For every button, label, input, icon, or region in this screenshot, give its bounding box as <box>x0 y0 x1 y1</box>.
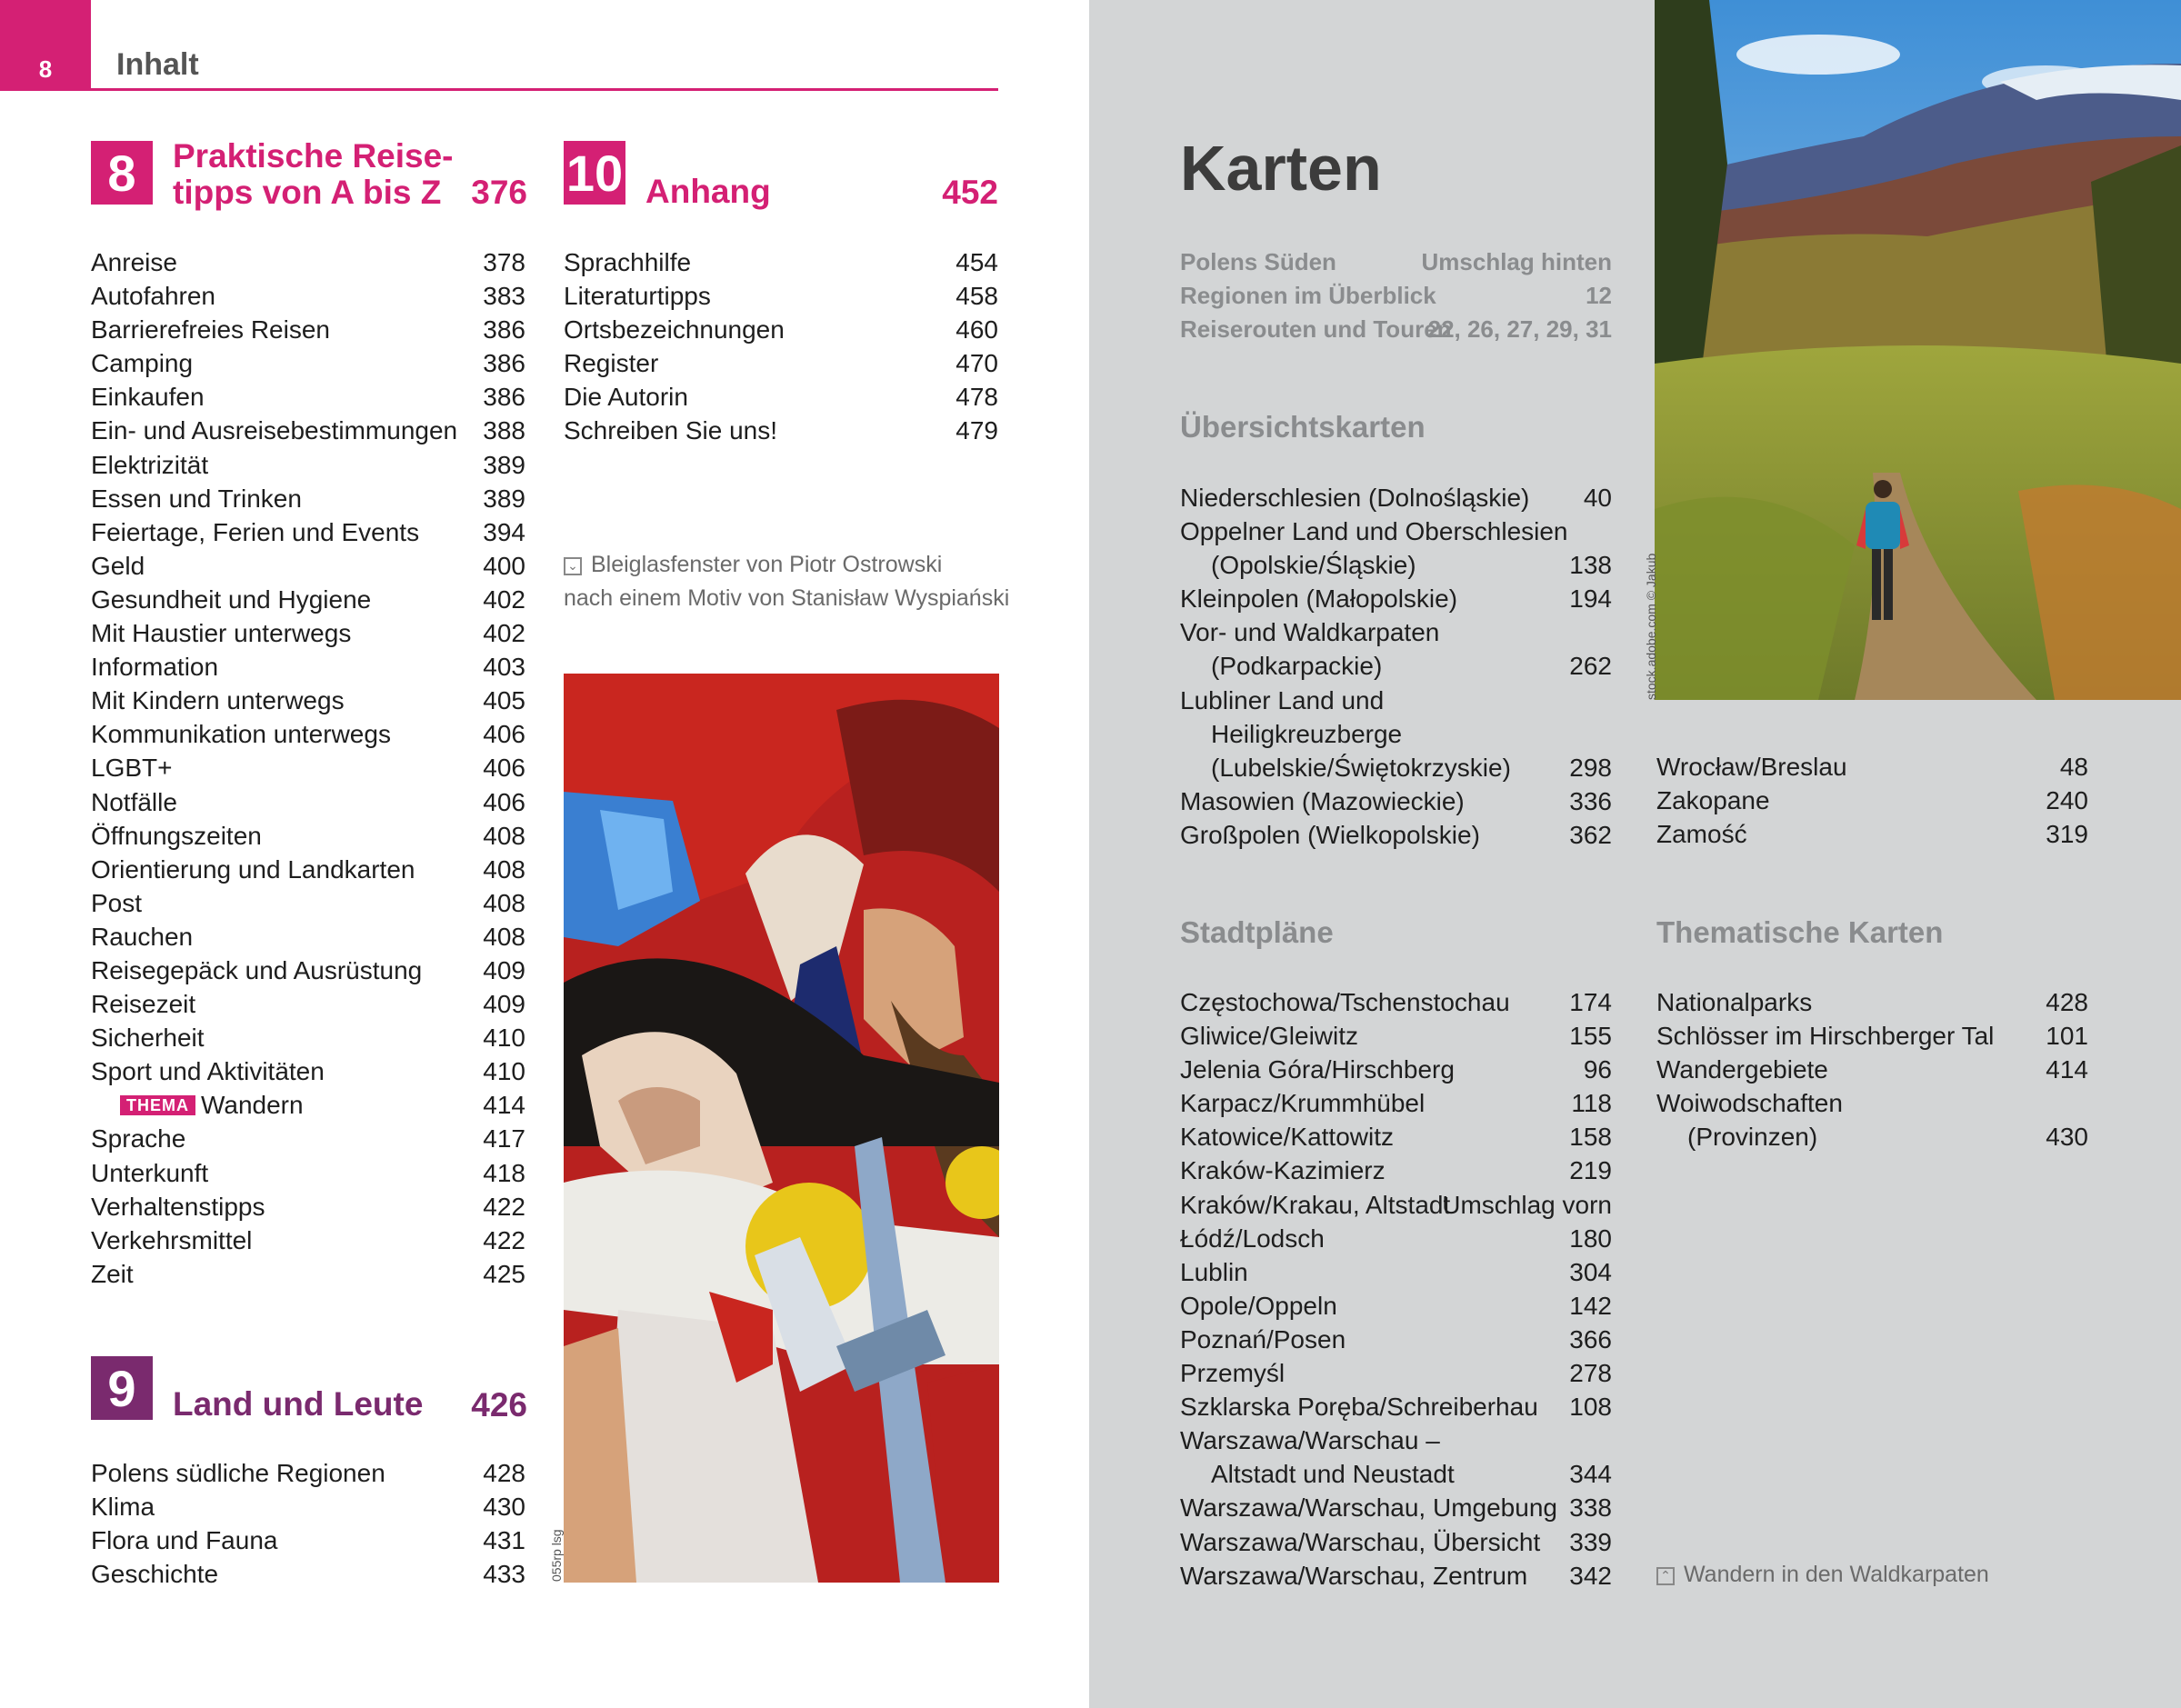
toc-entry-page: 408 <box>483 888 525 917</box>
chapter-9-page: 426 <box>471 1386 527 1423</box>
toc-entry <box>91 515 525 549</box>
toc-entry <box>91 414 525 447</box>
toc-entry <box>1656 784 2088 817</box>
toc-entry-page: 319 <box>2046 820 2088 849</box>
toc-entry <box>91 1523 525 1557</box>
toc-entry-page: 389 <box>483 450 525 479</box>
toc-entry-label: Kleinpolen (Małopolskie) <box>1180 584 1458 614</box>
toc-entry-page: 336 <box>1569 786 1612 815</box>
toc-entry-label: Polens südliche Regionen <box>91 1459 385 1487</box>
toc-entry-label: Verhaltenstipps <box>91 1192 265 1221</box>
toc-entry-label: (Podkarpackie) <box>1211 652 1383 681</box>
toc-entry-page: 262 <box>1569 652 1612 681</box>
toc-entry-label: Nationalparks <box>1656 988 1813 1016</box>
toc-entry <box>91 448 525 482</box>
toc-entry-label: Geld <box>91 551 145 580</box>
toc-entry-page: 410 <box>483 1024 525 1053</box>
toc-entry <box>91 380 525 414</box>
toc-entry-label: Gliwice/Gleiwitz <box>1180 1022 1359 1051</box>
toc-entry-page: 383 <box>483 282 525 311</box>
toc-entry-label: Sicherheit <box>91 1024 205 1053</box>
toc-entry-page: 430 <box>2046 1123 2088 1152</box>
toc-entry <box>1656 817 2088 851</box>
toc-entry-label: Großpolen (Wielkopolskie) <box>1180 820 1480 849</box>
toc-entry <box>1180 514 1612 548</box>
toc-entry-label: Literaturtipps <box>564 282 711 311</box>
toc-entry-label: Sprachhilfe <box>564 248 692 276</box>
toc-entry <box>1656 1053 2088 1086</box>
toc-entry-page: 339 <box>1569 1527 1612 1556</box>
toc-entry <box>1180 1086 1612 1120</box>
toc-entry-label: Reisegepäck und Ausrüstung <box>91 955 423 984</box>
toc-entry-page: 403 <box>483 653 525 682</box>
toc-entry <box>91 751 525 784</box>
toc-entry-label: Lublin <box>1180 1257 1248 1286</box>
toc-entry-label: Kommunikation unterwegs <box>91 720 391 749</box>
toc-entry <box>91 785 525 819</box>
toc-entry-label: Post <box>91 888 143 917</box>
toc-entry-page: 408 <box>483 821 525 850</box>
toc-entry <box>1180 548 1612 582</box>
toc-entry <box>91 616 525 650</box>
toc-entry-label: Klima <box>91 1493 155 1522</box>
toc-entry-page: 406 <box>483 787 525 816</box>
toc-entry-page: Umschlag hinten <box>1421 248 1612 275</box>
toc-entry-label: Barrierefreies Reisen <box>91 315 330 345</box>
toc-entry-page: 430 <box>483 1493 525 1522</box>
toc-entry-label: Autofahren <box>91 282 215 311</box>
toc-entry <box>1180 717 1612 751</box>
toc-entry <box>1180 1423 1612 1457</box>
toc-entry-label: Kraków/Krakau, Altstadt <box>1180 1190 1451 1219</box>
chapter-8-title <box>173 138 454 211</box>
hiking-caption <box>1656 1558 1989 1592</box>
toc-entry-page: 138 <box>1569 551 1612 580</box>
toc-entry <box>564 313 998 346</box>
toc-entry-label: Öffnungszeiten <box>91 821 262 850</box>
toc-entry-label: Heiligkreuzberge <box>1211 719 1403 748</box>
uebersicht-heading: Übersichtskarten <box>1180 410 1426 444</box>
toc-entry <box>91 549 525 583</box>
chapter-8-entries <box>91 245 525 1291</box>
toc-entry-label: Schlösser im Hirschberger Tal <box>1656 1022 1995 1051</box>
toc-entry <box>1180 1019 1612 1053</box>
toc-entry-page: 428 <box>483 1459 525 1487</box>
toc-entry <box>1180 751 1612 784</box>
toc-entry-label: Zakopane <box>1656 786 1770 815</box>
stadtplaene-heading: Stadtpläne <box>1180 915 1334 949</box>
toc-entry-page: 40 <box>1583 484 1612 512</box>
toc-entry-label: Die Autorin <box>564 383 688 412</box>
stadtplaene-list <box>1180 985 1612 1593</box>
toc-entry <box>1180 1154 1612 1187</box>
toc-entry <box>564 245 998 279</box>
toc-entry <box>91 954 525 987</box>
toc-entry <box>1180 784 1612 818</box>
toc-entry-page: 194 <box>1569 584 1612 614</box>
toc-entry-label: Warszawa/Warschau, Umgebung <box>1180 1493 1557 1523</box>
toc-entry <box>91 1156 525 1190</box>
toc-entry <box>1180 1053 1612 1086</box>
toc-entry <box>1180 1525 1612 1559</box>
toc-entry <box>1180 649 1612 683</box>
toc-entry-page: Umschlag vorn <box>1442 1190 1612 1219</box>
toc-entry-page: 433 <box>483 1560 525 1589</box>
toc-entry <box>91 1257 525 1291</box>
chapter-8-number: 8 <box>91 141 153 205</box>
toc-entry-label: Information <box>91 653 219 682</box>
toc-entry-page: 405 <box>483 686 525 715</box>
toc-entry-label: Reiserouten und Touren <box>1180 315 1452 344</box>
thematische-list <box>1656 985 2088 1154</box>
toc-entry-label: Notfälle <box>91 787 177 816</box>
toc-entry-label: Lubliner Land und <box>1180 685 1385 714</box>
toc-entry-page: 431 <box>483 1526 525 1555</box>
toc-entry-page: 460 <box>955 315 998 345</box>
toc-entry-page: 278 <box>1569 1359 1612 1388</box>
toc-entry <box>1180 985 1612 1019</box>
toc-entry <box>1180 1390 1612 1423</box>
toc-entry-page: 108 <box>1569 1393 1612 1422</box>
toc-entry <box>1180 1255 1612 1289</box>
toc-entry-label: Rauchen <box>91 922 194 951</box>
toc-entry-page: 418 <box>483 1158 525 1187</box>
toc-entry-label: Mit Haustier unterwegs <box>91 619 352 648</box>
toc-entry <box>1180 582 1612 615</box>
toc-entry <box>91 1490 525 1523</box>
toc-entry-page: 417 <box>483 1124 525 1154</box>
toc-entry-page: 378 <box>483 248 525 276</box>
page-number-tab <box>0 0 91 91</box>
toc-entry-label: Essen und Trinken <box>91 484 302 513</box>
toc-entry <box>91 1054 525 1088</box>
karten-title: Karten <box>1180 133 1382 204</box>
toc-entry-page: 96 <box>1583 1055 1612 1084</box>
toc-entry <box>91 1190 525 1224</box>
chapter-10-title: Anhang <box>645 173 771 210</box>
toc-entry-label: Vor- und Waldkarpaten <box>1180 618 1440 647</box>
toc-entry <box>91 1456 525 1490</box>
toc-entry-label: Mit Kindern unterwegs <box>91 686 345 715</box>
toc-entry <box>1180 818 1612 852</box>
toc-entry-page: 386 <box>483 315 525 345</box>
toc-entry-page: 158 <box>1569 1123 1612 1152</box>
chapter-10-page: 452 <box>942 174 998 211</box>
toc-entry-label: (Provinzen) <box>1687 1123 1818 1152</box>
toc-entry-label: LGBT+ <box>91 754 173 783</box>
toc-entry-label: Zamość <box>1656 820 1747 849</box>
toc-entry-label: Niederschlesien (Dolnośląskie) <box>1180 484 1530 512</box>
stained-glass-illustration <box>564 674 999 1583</box>
toc-entry-page: 408 <box>483 922 525 951</box>
toc-entry-label: Ortsbezeichnungen <box>564 315 785 345</box>
toc-entry-page: 386 <box>483 349 525 378</box>
toc-entry-page: 478 <box>955 383 998 412</box>
toc-entry-label: Opole/Oppeln <box>1180 1291 1337 1320</box>
running-head: Inhalt <box>116 47 199 82</box>
chapter-8-title-line1: Praktische Reise- <box>173 137 454 175</box>
toc-entry <box>564 279 998 313</box>
toc-entry <box>1656 985 2088 1019</box>
toc-entry <box>1180 615 1612 649</box>
uebersicht-list <box>1180 481 1612 852</box>
toc-entry-page: 470 <box>955 349 998 378</box>
toc-entry <box>91 650 525 684</box>
toc-entry-page: 344 <box>1569 1460 1612 1489</box>
toc-entry <box>1180 1356 1612 1390</box>
toc-entry-label: Jelenia Góra/Hirschberg <box>1180 1055 1455 1084</box>
chapter-10-number: 10 <box>564 141 625 205</box>
toc-entry-page: 219 <box>1569 1156 1612 1185</box>
toc-entry-label: Schreiben Sie uns! <box>564 416 778 445</box>
hiking-caption-text: Wandern in den Waldkarpaten <box>1684 1562 1989 1587</box>
toc-entry <box>91 886 525 920</box>
toc-entry-label: Flora und Fauna <box>91 1526 278 1555</box>
chapter-9-title: Land und Leute <box>173 1385 424 1423</box>
toc-entry <box>91 987 525 1021</box>
toc-entry <box>1180 1188 1612 1222</box>
landscape-photo-credit: stock.adobe.com © Jakub <box>1644 553 1658 700</box>
toc-entry <box>1180 1491 1612 1524</box>
toc-entry-page: 479 <box>955 416 998 445</box>
toc-entry <box>91 1021 525 1054</box>
toc-entry-page: 48 <box>2059 753 2088 781</box>
chapter-8-page: 376 <box>471 174 527 211</box>
hiking-landscape-illustration <box>1655 0 2181 700</box>
toc-entry-page: 408 <box>483 854 525 884</box>
toc-entry <box>91 853 525 886</box>
toc-entry <box>91 346 525 380</box>
toc-entry <box>1180 1289 1612 1323</box>
toc-entry-label: Wandergebiete <box>1656 1055 1828 1084</box>
toc-entry-page: 406 <box>483 720 525 749</box>
toc-entry-label: Polens Süden <box>1180 248 1336 275</box>
karten-intro-list <box>1180 245 1612 346</box>
toc-entry-page: 240 <box>2046 786 2088 815</box>
toc-entry <box>1656 1019 2088 1053</box>
toc-entry-page: 12 <box>1586 282 1612 310</box>
toc-entry-page: 389 <box>483 484 525 513</box>
chapter-9-entries <box>91 1456 525 1591</box>
toc-entry <box>91 482 525 515</box>
toc-entry-page: 180 <box>1569 1224 1612 1253</box>
arrow-down-icon: ⌄ <box>564 557 582 575</box>
toc-entry <box>1656 1120 2088 1154</box>
toc-entry <box>1180 1457 1612 1491</box>
toc-entry-page: 425 <box>483 1259 525 1288</box>
toc-entry-label: Altstadt und Neustadt <box>1211 1460 1455 1489</box>
toc-entry <box>1180 1323 1612 1356</box>
toc-entry <box>91 313 525 346</box>
toc-entry-label: Warszawa/Warschau – <box>1180 1426 1440 1455</box>
toc-entry <box>564 380 998 414</box>
toc-entry <box>91 583 525 616</box>
toc-entry-page: 414 <box>2046 1055 2088 1084</box>
glass-caption-line1: Bleiglasfenster von Piotr Ostrowski <box>591 552 943 577</box>
toc-entry <box>1180 245 1612 279</box>
toc-entry-page: 22, 26, 27, 29, 31 <box>1427 315 1612 344</box>
toc-entry <box>91 819 525 853</box>
page-number: 8 <box>38 55 53 83</box>
toc-entry-page: 388 <box>483 416 525 445</box>
toc-entry <box>91 1224 525 1257</box>
toc-entry-label: Orientierung und Landkarten <box>91 854 415 884</box>
toc-entry <box>564 346 998 380</box>
toc-entry-label: Przemyśl <box>1180 1359 1286 1388</box>
toc-entry-label: Warszawa/Warschau, Zentrum <box>1180 1561 1528 1590</box>
toc-entry-label: Częstochowa/Tschenstochau <box>1180 988 1510 1016</box>
thematische-heading: Thematische Karten <box>1656 915 1944 949</box>
toc-entry <box>91 1557 525 1591</box>
toc-entry-page: 414 <box>483 1091 525 1120</box>
toc-entry-label: Warszawa/Warschau, Übersicht <box>1180 1527 1541 1556</box>
header-rule <box>91 88 998 91</box>
toc-entry-page: 422 <box>483 1192 525 1221</box>
toc-entry-page: 410 <box>483 1057 525 1086</box>
toc-entry-page: 386 <box>483 383 525 412</box>
toc-entry <box>91 920 525 954</box>
toc-entry <box>1180 279 1612 313</box>
toc-entry-label: Karpacz/Krummhübel <box>1180 1089 1426 1118</box>
toc-entry-page: 422 <box>483 1225 525 1254</box>
toc-entry-page: 366 <box>1569 1324 1612 1353</box>
toc-entry-page: 406 <box>483 754 525 783</box>
toc-entry-label: Katowice/Kattowitz <box>1180 1123 1394 1152</box>
toc-entry-page: 458 <box>955 282 998 311</box>
toc-entry-label: Zeit <box>91 1259 134 1288</box>
toc-entry <box>91 1122 525 1155</box>
toc-entry <box>1180 1222 1612 1255</box>
toc-entry-label: Łódź/Lodsch <box>1180 1224 1325 1253</box>
toc-entry-label: Reisezeit <box>91 990 196 1019</box>
glass-photo-credit: 055rp lsg <box>549 1529 564 1582</box>
toc-entry-page: 342 <box>1569 1561 1612 1590</box>
toc-entry <box>91 279 525 313</box>
toc-entry-page: 402 <box>483 619 525 648</box>
toc-entry-page: 101 <box>2046 1022 2088 1051</box>
toc-entry-label: Feiertage, Ferien und Events <box>91 517 420 546</box>
toc-entry <box>1180 1120 1612 1154</box>
toc-entry-label: Elektrizität <box>91 450 209 479</box>
toc-entry-label: Szklarska Poręba/Schreiberhau <box>1180 1393 1538 1422</box>
toc-entry-label: Woiwodschaften <box>1656 1089 1843 1118</box>
toc-entry-page: 118 <box>1571 1089 1612 1118</box>
toc-entry-label: Camping <box>91 349 194 378</box>
toc-entry <box>1180 1559 1612 1593</box>
toc-entry <box>1656 750 2088 784</box>
chapter-10-entries <box>564 245 998 448</box>
toc-entry-page: 409 <box>483 990 525 1019</box>
toc-entry-label: Oppelner Land und Oberschlesien <box>1180 517 1568 546</box>
toc-entry <box>91 717 525 751</box>
toc-entry-label: (Lubelskie/Świętokrzyskie) <box>1211 753 1511 782</box>
toc-entry-page: 298 <box>1569 753 1612 782</box>
toc-entry-label: Kraków-Kazimierz <box>1180 1156 1386 1185</box>
arrow-up-icon: ⌃ <box>1656 1567 1675 1585</box>
glass-caption-line2: nach einem Motiv von Stanisław Wyspiański <box>564 585 1010 611</box>
toc-entry-page: 409 <box>483 955 525 984</box>
toc-entry-page: 362 <box>1569 820 1612 849</box>
toc-entry-label: Einkaufen <box>91 383 205 412</box>
toc-entry-label: Sport und Aktivitäten <box>91 1057 325 1086</box>
toc-entry-page: 174 <box>1569 988 1612 1016</box>
toc-entry <box>1656 1086 2088 1120</box>
thema-badge: THEMA <box>120 1095 195 1115</box>
chapter-9-number: 9 <box>91 1356 153 1420</box>
toc-entry-page: 155 <box>1569 1022 1612 1051</box>
toc-entry-page: 304 <box>1569 1257 1612 1286</box>
stained-glass-image <box>564 674 999 1583</box>
landscape-photo <box>1655 0 2181 700</box>
toc-entry-page: 428 <box>2046 988 2088 1016</box>
toc-entry <box>1180 481 1612 514</box>
toc-entry-label: Regionen im Überblick <box>1180 282 1436 310</box>
toc-entry-page: 400 <box>483 551 525 580</box>
toc-entry-page: 338 <box>1569 1493 1612 1523</box>
toc-entry-label: Verkehrsmittel <box>91 1225 253 1254</box>
toc-entry <box>1180 684 1612 717</box>
toc-entry <box>1180 313 1612 346</box>
toc-entry-label: Ein- und Ausreisebestimmungen <box>91 416 458 445</box>
extra-cities-list <box>1656 750 2088 851</box>
toc-entry-label: (Opolskie/Śląskie) <box>1211 551 1416 580</box>
chapter-8-title-line2: tipps von A bis Z <box>173 174 442 211</box>
glass-caption <box>564 548 1009 615</box>
toc-entry <box>564 414 998 447</box>
toc-entry-page: 402 <box>483 584 525 614</box>
toc-entry-label: Sprache <box>91 1124 186 1154</box>
toc-entry-label: Wrocław/Breslau <box>1656 753 1847 781</box>
toc-entry-label: Anreise <box>91 248 177 276</box>
toc-entry-label: Wandern <box>201 1091 304 1120</box>
toc-entry-page: 394 <box>483 517 525 546</box>
toc-entry-page: 142 <box>1569 1291 1612 1320</box>
toc-entry-label: Masowien (Mazowieckie) <box>1180 786 1465 815</box>
toc-entry <box>91 245 525 279</box>
toc-entry <box>91 1088 525 1122</box>
toc-entry-page: 454 <box>955 248 998 276</box>
toc-entry-label: Register <box>564 349 659 378</box>
toc-entry-label: Poznań/Posen <box>1180 1324 1346 1353</box>
toc-entry-label: Unterkunft <box>91 1158 209 1187</box>
toc-entry-label: Gesundheit und Hygiene <box>91 584 372 614</box>
toc-entry-label: Geschichte <box>91 1560 219 1589</box>
toc-entry <box>91 684 525 717</box>
